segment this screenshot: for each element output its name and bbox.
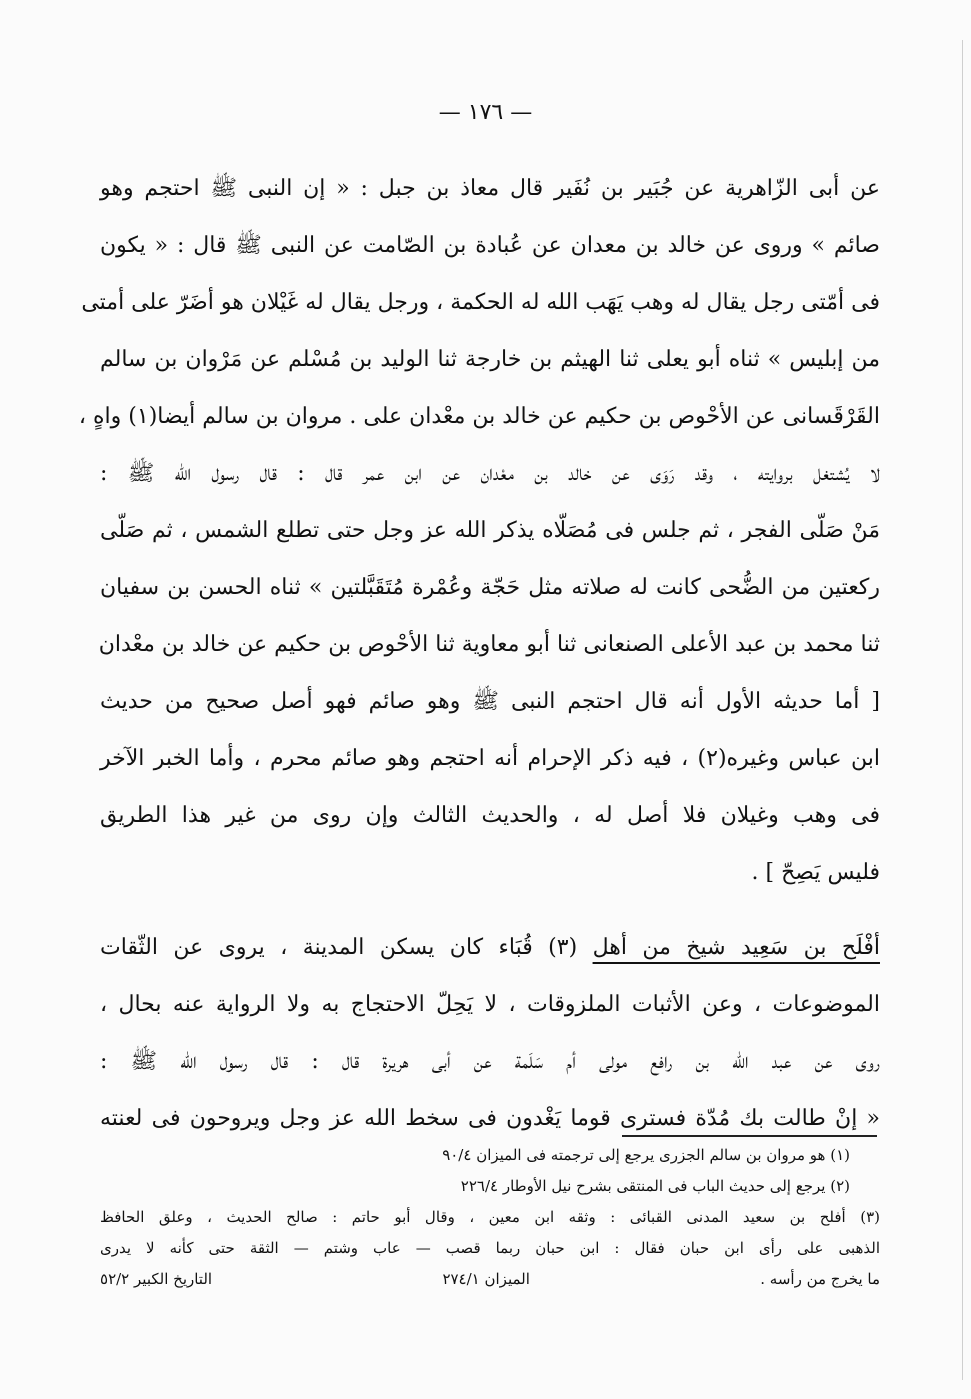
footnote-3-references [100,1264,880,1295]
text-line: عن أبى الزّاهرية عن جُبَير بن نُفَير قال معاذ بن جبل : « إن النبى ﷺ احتجم وهو [100,176,880,201]
footnote-3-continued: الذهبى على رأى ابن حبان فقال : ابن حبان ربما قصب — عاب وشتم — الثقة حتى كأنه لا يدرى [100,1239,880,1257]
entry-heading: أفْلَح بن سَعِيد شيخ من أهل [592,935,880,960]
reference-tarikh: التاريخ الكبير ٥٢/٢ [100,1270,213,1288]
text-line: من إبليس » ثناه أبو يعلى ثنا الهيثم بن خارجة ثنا الوليد بن مُسْلم عن مَرْوان بن سالم [100,347,880,372]
text-line: ثنا محمد بن عبد الأعلى الصنعانى ثنا أبو معاوية ثنا الأحْوص بن حكيم عن خالد بن معْدان [98,632,880,657]
text-line: لا يُشتغل بروايته ، وقد رَوَى عن خالد بن معْدان عن ابن عمر قال : قال رسول الله ﷺ : [100,461,880,486]
text-line: ركعتين من الضُّحى كانت له صلاته مثل حَجّة وعُمْرة مُتَقَبَّلتين » ثناه الحسن بن سفيان [100,575,880,600]
text-line: الموضوعات ، وعن الأثبات الملزوقات ، لا يَحِلّ الاحتجاج به ولا الرواية عنه بحال ، [100,992,880,1017]
footnote-1: (١) هو مروان بن سالم الجزرى يرجع إلى ترجمته فى الميزان ٩٠/٤ [442,1146,850,1164]
text-line: مَنْ صَلّى الفجر ، ثم جلس فى مُصَلّاه يذكر الله عز وجل حتى تطلع الشمس ، ثم صَلّى [100,518,880,543]
text-line: « إنْ طالت بك مُدّة فسترى قوما يَغْدون فى سخط الله عز وجل ويروحون فى لعنته [100,1106,880,1131]
reference-mizan: الميزان ٢٧٤/١ [442,1270,530,1288]
text-line: القَرْقَسانى عن الأحْوص بن حكيم عن خالد بن معْدان على . مروان بن سالم أيضا(١) واهٍ ، [78,404,880,429]
footnote-2: (٢) يرجع إلى حديث الباب فى المنتقى بشرح نيل الأوطار ٢٢٦/٤ [460,1177,850,1195]
text-line: روى عن عبد الله بن رافع مولى أم سَلَمة عن أبى هريرة قال : قال رسول الله ﷺ : [100,1049,880,1074]
text-line: فليس يَصِحّ ] . [751,860,880,885]
main-text [78,160,881,1147]
text-line: فى وهب وغيلان فلا أصل له ، والحديث الثالث وإن روى من غير هذا الطريق [100,803,880,828]
text-line: ابن عباس وغيره(٢) ، فيه ذكر الإحرام أنه احتجم وهو صائم محرم ، وأما الخبر الآخر [100,746,881,771]
page-number: — ١٧٦ — [438,100,533,125]
paragraph-gap [100,901,880,919]
text-line: [ أما حديثه الأول أنه قال احتجم النبى ﷺ وهو صائم فهو أصل صحيح من حديث [100,689,880,714]
footnote-separator [622,1135,877,1137]
text-line: صائم » وروى عن خالد بن معدان عن عُبادة بن الصّامت عن النبى ﷺ قال : « يكون [100,233,880,258]
entry-heading-rest: (٣) قُبَاء كان يسكن المدينة ، يروى عن الثّقات [100,935,578,960]
footnote-3-end: ما يخرج من رأسه . [760,1270,880,1288]
footnote-3: (٣) أفلح بن سعيد المدنى القبائى : وثقه ابن معين ، وقال أبو حاتم : صالح الحديث ، وعلق الحافظ [100,1208,880,1226]
entry-first-line [100,919,880,976]
page-edge-line [962,40,963,1380]
footnotes [100,1140,880,1295]
text-line: فى أمّتى رجل يقال له وهب يَهَب الله له الحكمة ، ورجل يقال له غَيْلان هو أضَرّ على أمتى [81,290,880,315]
